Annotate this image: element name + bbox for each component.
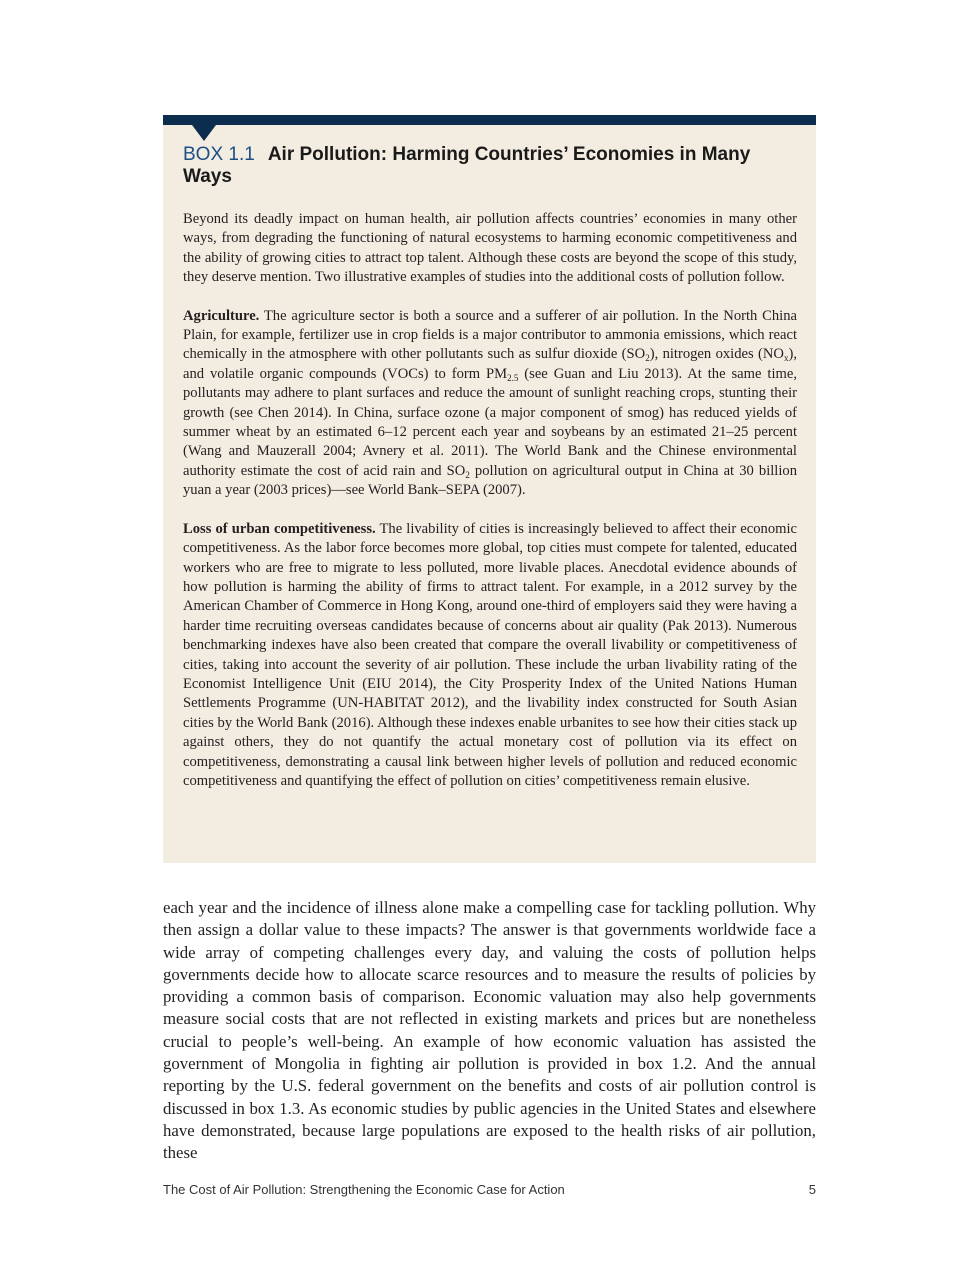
agriculture-text-2: ), nitrogen oxides (NO xyxy=(649,346,784,363)
agriculture-sub-1: 2 xyxy=(645,353,650,364)
competitiveness-paragraph xyxy=(183,520,797,792)
agriculture-text-4: (see Guan and Liu 2013). At the same time, pollutants may adhere to plant surfaces and reduce the amount of sunlight reaching crops, stunting their growth (see Chen 2014). In China, surface ozone (a major component of smog) has reduced yields of summer wheat by an estimated 6–12 percent each year and soybeans by an estimated 21–25 percent (Wang and Mauzerall 2004; Avnery et al. 2011). The World Bank and the Chinese environmental authority estimate the cost of acid rain and SO xyxy=(183,365,797,479)
competitiveness-heading: Loss of urban competitiveness. xyxy=(183,520,376,537)
box-title xyxy=(183,144,783,188)
agriculture-text-1: The agriculture sector is both a source and a sufferer of air pollution. In the North China Plain, for example, fertilizer use in crop fields is a major contributor to ammonia emissions, which react chemically in the atmosphere with other pollutants such as sulfur dioxide (SO xyxy=(183,307,797,363)
agriculture-sub-4: 2 xyxy=(465,469,470,480)
box-label: BOX 1.1 xyxy=(183,144,255,165)
agriculture-sub-2: x xyxy=(783,353,789,364)
page-number: 5 xyxy=(808,1182,816,1197)
agriculture-paragraph xyxy=(183,307,797,501)
box-body xyxy=(183,210,797,810)
box-intro-paragraph: Beyond its deadly impact on human health, air pollution affects countries’ economies in many other ways, from degrading the functioning of natural ecosystems to harming economic competitiveness and the ability of growing cities to attract top talent. Although these costs are beyond the scope of this study, they deserve mention. Two illustrative examples of studies into the additional costs of pollution follow. xyxy=(183,211,797,286)
agriculture-heading: Agriculture. xyxy=(183,307,260,324)
agriculture-text-3: ), and volatile organic compounds (VOCs) to form PM xyxy=(183,346,797,382)
competitiveness-text: The livability of cities is increasingly believed to affect their economic competitiveness. As the labor force becomes more global, top cities must compete for talented, educated workers who are free to migrate to less polluted, more livable places. Anecdotal evidence abounds of how pollution is harming the ability of firms to attract talent. For example, in a 2012 survey by the American Chamber of Commerce in Hong Kong, around one-third of employers said they were having a harder time recruiting overseas candidates because of concerns about air quality (Pak 2013). Numerous benchmarking indexes have also been created that compare the overall livability or competitiveness of cities, taking into account the severity of air pollution. These include the urban livability rating of the Economist Intelligence Unit (EIU 2014), the City Prosperity Index of the United Nations Human Settlements Programme (UN-HABITAT 2012), and the livability index constructed for South Asian cities by the World Bank (2016). Although these indexes enable urbanites to see how their cities stack up against others, they do not quantify the actual monetary cost of pollution via its effect on competitiveness, demonstrating a causal link between higher levels of pollution and reduced economic competitiveness and quantifying the effect of pollution on cities’ competitiveness remain elusive. xyxy=(183,520,797,789)
box-top-bar xyxy=(163,115,816,125)
footer-title: The Cost of Air Pollution: Strengthening the Economic Case for Action xyxy=(163,1182,565,1197)
agriculture-sub-3: 2.5 xyxy=(507,372,519,383)
box-pointer-triangle xyxy=(192,125,216,141)
body-text: each year and the incidence of illness alone make a compelling case for tackling pollution. Why then assign a dollar value to these impacts? The answer is that governments worldwide face a wide array of competing challenges every day, and valuing the costs of pollution helps governments decide how to allocate scarce resources and to measure the results of policies by providing a common basis of comparison. Economic valuation may also help governments measure social costs that are not reflected in existing markets and prices but are nonetheless crucial to people’s well-being. An example of how economic valuation has assisted the government of Mongolia in fighting air pollution is provided in box 1.2. And the annual reporting by the U.S. federal government on the benefits and costs of air pollution control is discussed in box 1.3. As economic studies by public agencies in the United States and elsewhere have demonstrated, because large populations are exposed to the health risks of air pollution, these xyxy=(163,898,816,1163)
agriculture-text-5: pollution on agricultural output in China at 30 billion yuan a year (2003 prices)—see World Bank–SEPA (2007). xyxy=(183,462,798,499)
box-title-text: Air Pollution: Harming Countries’ Economies in Many Ways xyxy=(183,144,751,187)
box-1-1 xyxy=(163,115,816,863)
